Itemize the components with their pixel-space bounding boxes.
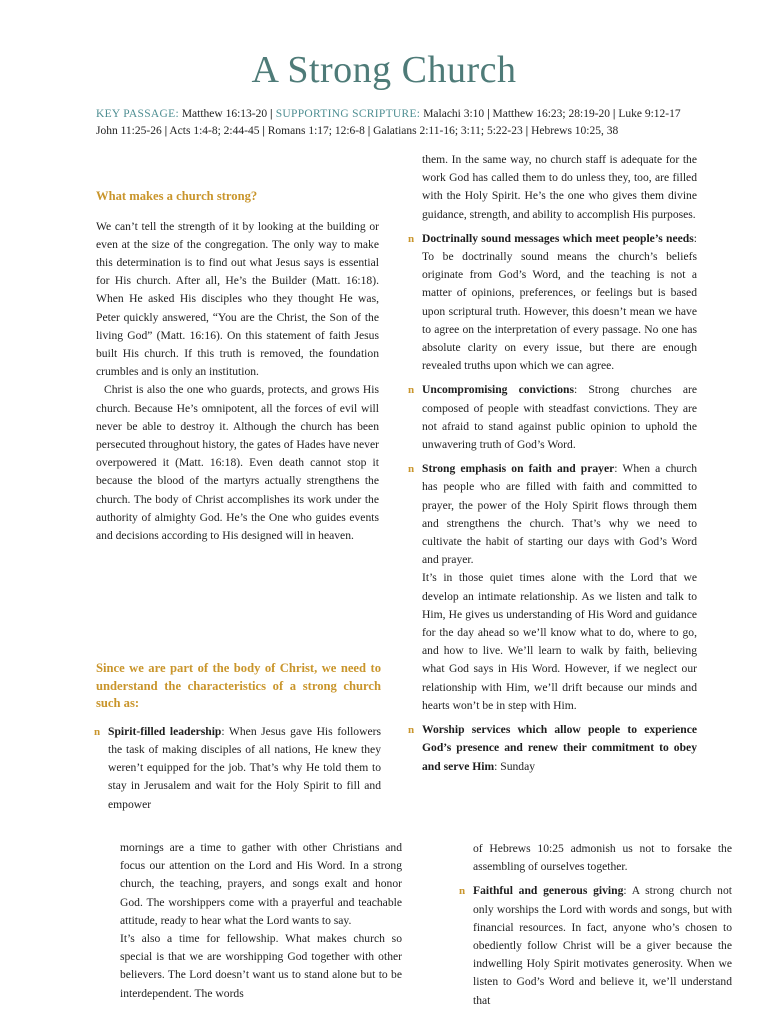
left-column-lower: [96, 660, 381, 814]
bullet-marker-icon: n: [408, 724, 415, 737]
bullet-marker-icon: n: [408, 463, 415, 476]
bottom-right-column: [459, 840, 732, 1010]
list-item-text: : To be doctrinally sound means the church’s beliefs originate from God’s Word, and the teaching is not a matter of opinions, preferences, or feelings but is based upon scriptural truth. However, this doesn’t mean we have to agree on the interpretation of every passage. No one has absolute clarity on every issue, but there are enough revealed truths upon which we can agree.: [422, 231, 697, 373]
bullet-marker-icon: n: [459, 885, 466, 898]
ref-malachi: Malachi 3:10: [420, 108, 488, 120]
paragraph: of Hebrews 10:25 admonish us not to forsake the assembling of ourselves together.: [473, 842, 732, 874]
key-passage-value: Matthew 16:13-20: [178, 108, 270, 120]
paragraph: It’s also a time for fellowship. What makes church so special is that we are worshipping God together with other believers. The Lord doesn’t want us to stand alone but to be interdependent. The words: [120, 932, 402, 1000]
list-item-heading: Uncompromising convictions: [422, 383, 575, 397]
list-item: [459, 882, 732, 1009]
ref-romans: Romans 1:17; 12:6-8: [264, 125, 368, 137]
ref-galatians: Galatians 2:11-16; 3:11; 5:22-23: [370, 125, 526, 137]
paragraph: It’s in those quiet times alone with the Lord that we develop an intimate relationship. As we listen and talk to Him, He gives us understanding of His Word and guidance for the day ahead so we’ll know what to do, where to go, and how to live. We’ll learn to walk by faith, believing what God says in His Word. However, if we neglect our relationship with Him, we’ll drift because our minds and hearts won’t be in step with Him.: [422, 571, 697, 712]
list-item-heading: Faithful and generous giving: [473, 884, 624, 898]
list-item: [408, 460, 697, 569]
ref-matthew: Matthew 16:23; 28:19-20: [489, 108, 613, 120]
list-item: [408, 381, 697, 454]
list-item: [408, 230, 697, 376]
list-item-text: : When a church has people who are filled with faith and committed to prayer, the power of the Holy Spirit flows through them and strengthens the church. That’s why we need to cultivate the habit of starting our days with God’s Word and prayer.: [422, 462, 697, 567]
list-item-text: : When Jesus gave His followers the task of making disciples of all nations, He knew they weren’t equipped for the job. That’s why He told them to stay in Jerusalem and wait for the Holy Spirit to fill and empower: [108, 724, 381, 811]
page-title: A Strong Church: [251, 49, 517, 91]
section-heading: What makes a church strong?: [96, 189, 258, 203]
list-item-text: : Strong churches are composed of people with steadfast convictions. They are not afraid to stand against public opinion to uphold the unwavering truth of God’s Word.: [422, 383, 697, 452]
ref-hebrews: Hebrews 10:25, 38: [528, 125, 619, 137]
paragraph: them. In the same way, no church staff is adequate for the work God has called them to do unless they, too, are filled with the Holy Spirit. He’s the one who gives them divine guidance, strength, and ability to accomplish His purposes.: [422, 153, 697, 221]
paragraph: We can’t tell the strength of it by looking at the building or even at the size of the congregation. The only way to make this determination is to find out what Jesus says is essential for His church. After all, He’s the Builder (Matt. 16:18). When He asked His disciples who they thought He was, Peter quickly answered, “You are the Christ, the Son of the living God” (Matt. 16:16). On this statement of faith Jesus built His church. If this truth is removed, the foundation crumbles and is only an institution.: [96, 219, 379, 379]
ref-john: John 11:25-26: [96, 125, 165, 137]
bullet-marker-icon: n: [408, 384, 415, 397]
bullet-marker-icon: n: [94, 725, 101, 738]
list-item: [408, 721, 697, 776]
list-item-text: : A strong church not only worships the Lord with words and songs, but with financial resources. In fact, anyone who’s chosen to obediently follow Christ will be a giver because the indwelling Holy Spirit motivates generosity. When we listen to God’s Word and believe it, we’ll understand that: [473, 884, 732, 1007]
list-item-heading: Worship services which allow people to experience God’s presence and renew their commitment to obey and serve Him: [422, 723, 697, 773]
key-passage-label: KEY PASSAGE:: [96, 108, 179, 120]
right-column: [408, 151, 697, 776]
list-item-heading: Strong emphasis on faith and prayer: [422, 462, 615, 476]
section-heading: Since we are part of the body of Christ, we need to understand the characteristics of a strong church such as:: [96, 661, 381, 711]
paragraph: Christ is also the one who guards, protects, and grows His church. Because He’s omnipotent, all the forces of evil will never be able to destroy it. Although the church has been persecuted throughout history, the gates of Hades have never overpowered it (Matt. 16:18). Even death cannot stop it because the blood of the martyrs actually strengthens the church. The body of Christ accomplishes its work under the authority of almighty God. He’s the One who guides events and decisions according to His designed will in heaven.: [96, 383, 379, 543]
bullet-marker-icon: n: [408, 232, 415, 245]
ref-luke: Luke 9:12-17: [615, 108, 681, 120]
ref-acts: Acts 1:4-8; 2:44-45: [167, 125, 263, 137]
paragraph: mornings are a time to gather with other Christians and focus our attention on the Lord and His Word. In a strong church, the teaching, prayers, and songs exalt and honor God. The worshippers come with a prayerful and teachable attitude, ready to hear what the Lord wants to say.: [120, 841, 402, 927]
scripture-references: KEY PASSAGE: Matthew 16:13-20 | SUPPORTING SCRIPTURE: Malachi 3:10 | Matthew 16:23; 28:19-20 | Luke 9:12-17 John 11:25-26 | Acts 1:4-8; 2:44-45 | Romans 1:17; 12:6-8 | Galatians 2:11-16; 3:11; 5:22-23 | Hebrews 10:25, 38: [96, 108, 681, 137]
bottom-left-column: [120, 839, 402, 1003]
list-item-text: : Sunday: [494, 759, 536, 773]
supporting-scripture-label: SUPPORTING SCRIPTURE:: [272, 108, 421, 120]
list-item-heading: Spirit-filled leadership: [108, 724, 222, 738]
list-item: [94, 723, 381, 814]
left-column: [96, 188, 379, 545]
list-item-heading: Doctrinally sound messages which meet people’s needs: [422, 231, 694, 245]
